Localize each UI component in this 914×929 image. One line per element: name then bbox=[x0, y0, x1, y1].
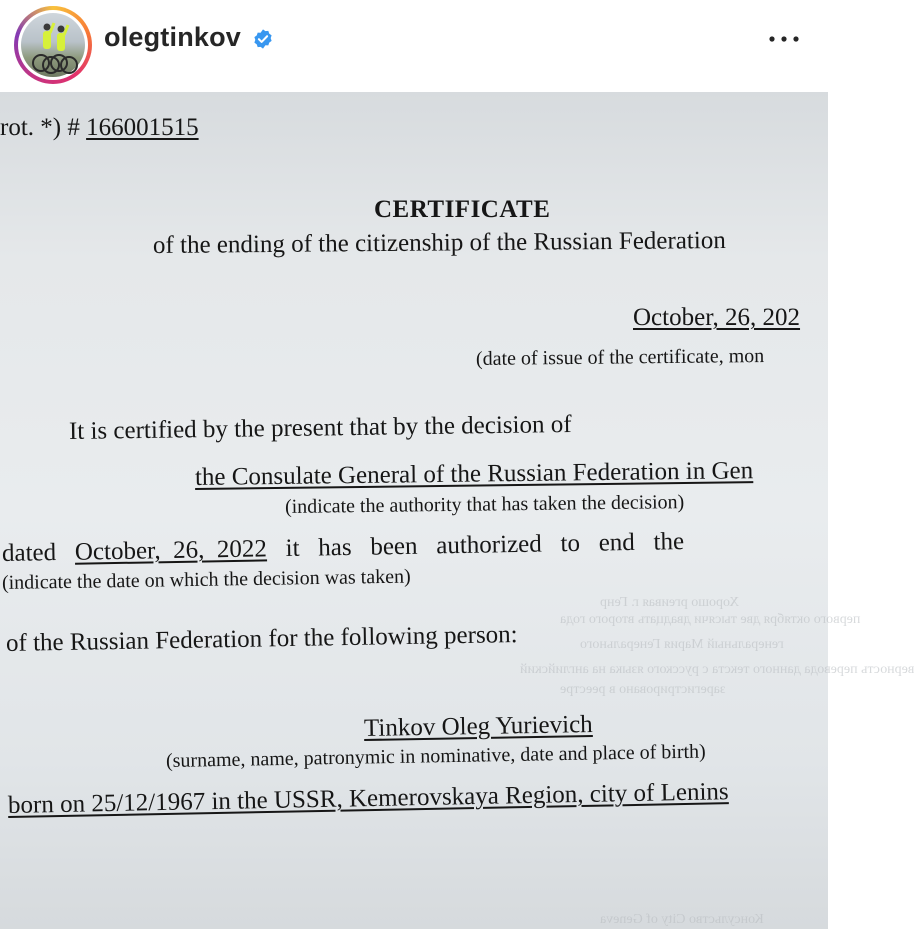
person-caption: (surname, name, patronymic in nominative, date and place of birth) bbox=[165, 740, 706, 772]
dated-line-rest: it has been authorized to end the bbox=[285, 528, 685, 563]
authority-caption: (indicate the authority that has taken the decision) bbox=[284, 491, 685, 518]
post-header bbox=[0, 0, 828, 92]
protocol-prefix: rot. *) # bbox=[0, 114, 80, 141]
issue-date: October, 26, 202 bbox=[633, 304, 801, 331]
protocol-number: 166001515 bbox=[86, 114, 199, 141]
bleed-through-text: Консульство City of Geneva bbox=[600, 912, 764, 927]
authority: the Consulate General of the Russian Federation in Gen bbox=[194, 457, 754, 491]
decision-date: October, 26, 2022 bbox=[74, 535, 268, 566]
bleed-through-text: первого октября две тысячи двадцать второго года bbox=[560, 612, 861, 627]
birth-line: born on 25/12/1967 in the USSR, Kemerovskaya Region, city of Lenins bbox=[7, 778, 729, 819]
decision-date-caption: (indicate the date on which the decision was taken) bbox=[1, 565, 411, 594]
avatar[interactable] bbox=[14, 6, 92, 84]
bleed-through-text: верность перевода данного текста с русского языка на английский bbox=[520, 662, 914, 677]
certificate-subtitle: of the ending of the citizenship of the Russian Federation bbox=[152, 227, 726, 259]
cyclists-avatar-icon bbox=[21, 13, 85, 77]
person-line: of the Russian Federation for the following person: bbox=[5, 621, 518, 657]
more-horizontal-icon[interactable] bbox=[764, 24, 804, 54]
bleed-through-text: Хорошо ргеивая г. Генр bbox=[600, 595, 740, 610]
dated-word: dated bbox=[1, 539, 57, 567]
certify-line: It is certified by the present that by the decision of bbox=[68, 410, 572, 445]
protocol-line bbox=[0, 114, 199, 142]
dated-line bbox=[2, 528, 685, 568]
bleed-through-text: генеральный Мария Генерального bbox=[580, 637, 784, 652]
issue-date-caption: (date of issue of the certificate, mon bbox=[475, 344, 765, 370]
bleed-through-text: зарегистрировано в реестре bbox=[560, 682, 726, 697]
certificate-title: CERTIFICATE bbox=[374, 196, 551, 223]
username[interactable]: olegtinkov bbox=[104, 22, 242, 52]
verified-badge-icon bbox=[252, 28, 274, 50]
post-photo[interactable] bbox=[0, 92, 914, 929]
person-name: Tinkov Oleg Yurievich bbox=[363, 711, 593, 742]
